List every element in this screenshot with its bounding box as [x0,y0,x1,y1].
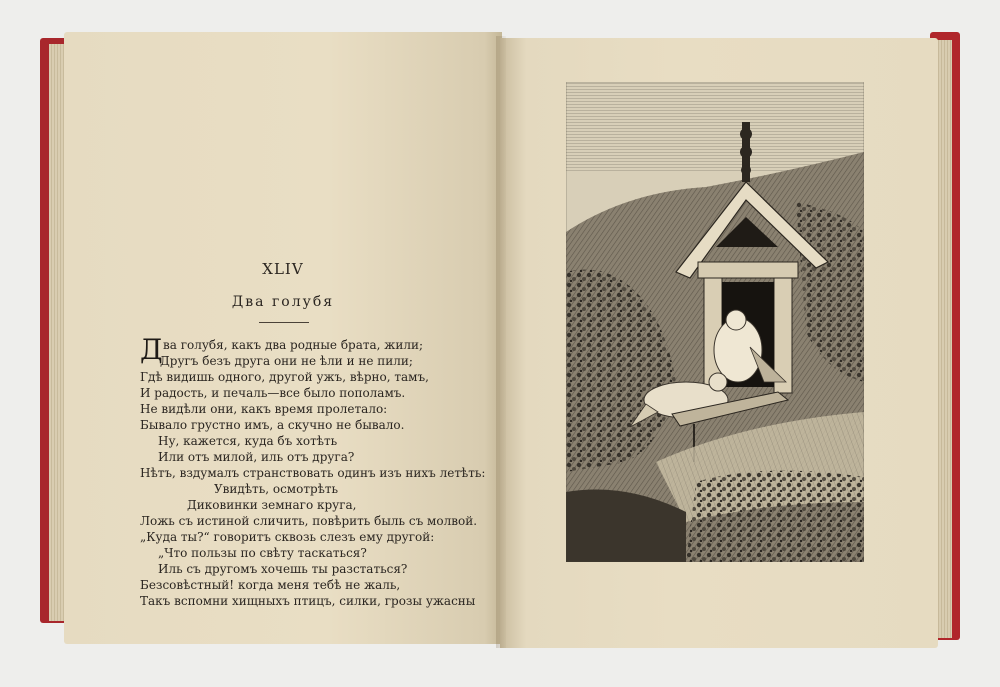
verse-line-10: Увидѣть, осмотрѣть [214,482,339,496]
verse-line-12: Ложь съ истиной сличить, повѣрить быль съ молвой. [140,514,478,528]
title-rule [259,322,309,323]
drop-cap: Д [140,333,163,366]
verse-line-6: Бывало грустно имъ, а скучно не бывало. [140,418,405,432]
chapter-number: XLIV [262,260,304,278]
verse-line-9: Нѣтъ, вздумалъ странствовать одинъ изъ нихъ летѣть: [140,466,486,480]
verse-line-17: Такъ вспомни хищныхъ птицъ, силки, грозы ужасны [140,594,476,608]
engraving-illustration [566,82,864,562]
dovecote-engraving [566,82,864,562]
verse-line-8: Или отъ милой, иль отъ друга? [158,450,355,464]
verse-line-1: ва голубя, какъ два родные брата, жили; [163,338,424,352]
verse-line-15: Иль съ другомъ хочешь ты разстаться? [158,562,408,576]
verse-line-11: Диковинки земнаго круга, [187,498,357,512]
poem-title: Два голубя [231,294,335,310]
verse-line-5: Не видѣли они, какъ время пролетало: [140,402,388,416]
verse-line-16: Безсовѣстный! когда меня тебѣ не жаль, [140,578,401,592]
verse-line-2: Другъ безъ друга они не ѣли и не пили; [160,354,413,368]
verse-line-4: И радость, и печаль—все было пополамъ. [140,386,406,400]
book-gutter-shadow [496,36,506,648]
verse-line-3: Гдѣ видишь одного, другой ужъ, вѣрно, тамъ, [140,370,429,384]
verse-line-14: „Что пользы по свѣту таскаться? [158,546,367,560]
verse-line-7: Ну, кажется, куда бъ хотѣть [158,434,338,448]
left-page [64,32,502,644]
verse-line-13: „Куда ты?“ говоритъ сквозь слезъ ему другой: [140,530,435,544]
